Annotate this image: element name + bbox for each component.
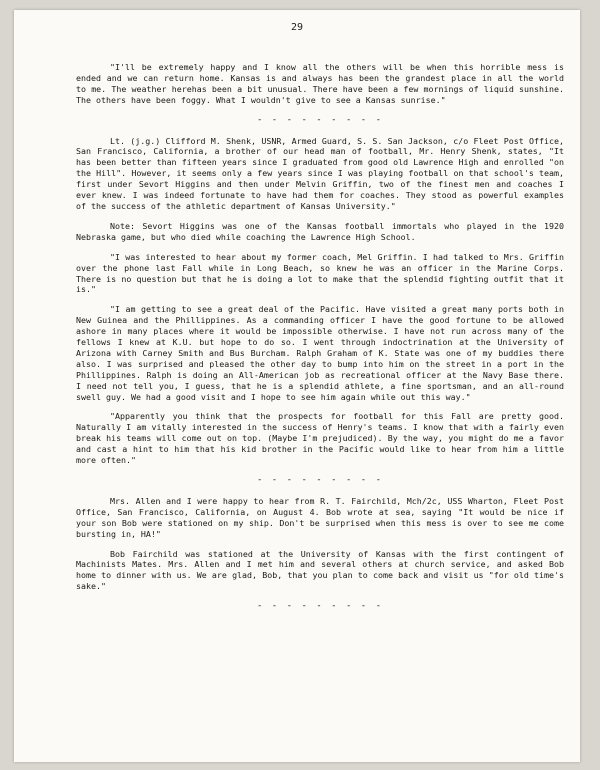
section-separator: - - - - - - - - - [256, 475, 384, 485]
paragraph-sunrise: "I'll be extremely happy and I know all the others will be when this horrible mess is ended and we can return home. Kansas is and always has been the grandest place in all the world to me. The weather herehas been a bit unusual. There have been a few mornings of liquid sunshine. The others have been foggy. What I wouldn't give to see a Kansas sunrise." [76, 62, 564, 105]
paragraph-note: Note: Sevort Higgins was one of the Kansas football immortals who played in the 1920 Nebraska game, but who died while coaching the Lawrence High School. [76, 220, 564, 242]
paragraph-pacific: "I am getting to see a great deal of the Pacific. Have visited a great many ports both in New Guinea and the Phillippines. As a commanding officer I have the good fortune to be allowed ashore in many places where it would be impossible otherwise. I have not run across many of the fellows I knew at K.U. but hope to do so. I went through indoctrination at the University of Arizona with Carney Smith and Bus Burcham. Ralph Graham of K. State was one of my buddies there also. I was surprised and pleased the other day to bump into him on the street in a port in the Phillippines. Ralph is doing an All-American job as recreational officer at the Navy Base there. I need not tell you, I guess, that he is a splendid athlete, a fine sportsman, and an all-round swell guy. We had a good visit and I hope to see him again while out this way." [76, 304, 564, 402]
paragraph-shenk-intro: Lt. (j.g.) Clifford M. Shenk, USNR, Armed Guard, S. S. San Jackson, c/o Fleet Post Office, San Francisco, California, a brother of our head man of football, Mr. Henry Shenk, states, "It has been better than fifteen years since I graduated from good old Lawrence High and enrolled "on the Hill". However, it seems only a few years since I was playing football on that school's team, first under Sevort Higgins and then under Melvin Griffin, two of the finest men and coaches I ever knew. I was indeed fortunate to have had them for coaches. They stood as powerful examples of the success of the athletic department of Kansas University." [76, 135, 564, 211]
section-separator: - - - - - - - - - [256, 601, 384, 612]
paragraph-football-prospects: "Apparently you think that the prospects for football for this Fall are pretty good. Naturally I am vitally interested in the success of Henry's teams. I know that with a fairly even break his teams will come out on top. (Maybe I'm prejudiced). By the way, you might do me a favor and cast a hint to him that his kid brother in the Pacific would like to hear from him a little more often." [76, 411, 564, 466]
document-page [14, 10, 580, 762]
letter-body [76, 62, 564, 622]
paragraph-fairchild-letter: Mrs. Allen and I were happy to hear from R. T. Fairchild, Mch/2c, USS Wharton, Fleet Post Office, San Francisco, California, on August 4. Bob wrote at sea, saying "It would be nice if your son Bob were stationed on my ship. Don't be surprised when this mess is over to see me come bursting in, HA!" [76, 495, 564, 539]
section-separator: - - - - - - - - - [256, 114, 384, 125]
paragraph-fairchild-visit: Bob Fairchild was stationed at the University of Kansas with the first contingent of Machinists Mates. Mrs. Allen and I met him and several others at church service, and asked Bob home to dinner with us. We are glad, Bob, that you plan to come back and visit us "for old time's sake." [76, 548, 564, 592]
page-number: 29 [290, 22, 304, 33]
paragraph-griffin: "I was interested to hear about my former coach, Mel Griffin. I had talked to Mrs. Griffin over the phone last Fall while in Long Beach, so knew he was an officer in the Marine Corps. There is no question but that he is doing a lot to make that the splendid fighting outfit that it is." [76, 251, 564, 295]
